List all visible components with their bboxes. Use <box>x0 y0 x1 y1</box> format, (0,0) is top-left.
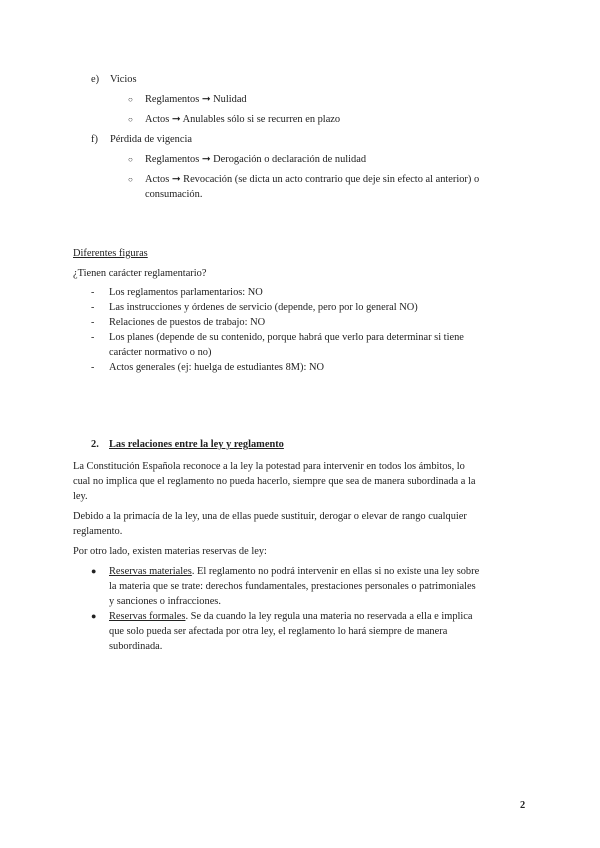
bullet-line: y sanciones o infracciones. <box>109 596 221 607</box>
list-marker-f: f) <box>91 134 98 145</box>
list-item: Los reglamentos parlamentarios: NO <box>109 287 263 298</box>
dot-bullet-icon: ● <box>91 566 97 576</box>
paragraph-line: ley. <box>73 491 88 502</box>
bullet-line: que solo pueda ser afectada por otra ley, el reglamento lo hará siempre de manera <box>109 626 448 637</box>
list-item: Relaciones de puestos de trabajo: NO <box>109 317 266 328</box>
dash-bullet-icon: - <box>91 317 95 328</box>
bullet-line: la materia que se trate: derechos fundamentales, prestaciones personales o patrimoniales <box>109 581 476 592</box>
bullet-line: subordinada. <box>109 641 163 652</box>
list-item: Actos generales (ej: huelga de estudiantes 8M): NO <box>109 362 324 373</box>
circle-bullet-icon: ○ <box>128 155 133 164</box>
dash-bullet-icon: - <box>91 332 95 343</box>
list-item-continuation: carácter normativo o no) <box>109 347 212 358</box>
section-number: 2. <box>91 439 99 450</box>
list-title-perdida: Pérdida de vigencia <box>110 134 192 145</box>
dash-bullet-icon: - <box>91 287 95 298</box>
list-item: Actos ➞ Anulables sólo si se recurren en plazo <box>145 114 341 125</box>
list-item: Reglamentos ➞ Nulidad <box>145 94 247 105</box>
paragraph-line: La Constitución Española reconoce a la ley la potestad para intervenir en todos los ámbitos, lo <box>73 461 465 472</box>
bullet-line <box>109 564 479 579</box>
bullet-text: . Se da cuando la ley regula una materia no reservada a ella e implica <box>185 611 473 622</box>
bullet-text: . El reglamento no podrá intervenir en ellas si no existe una ley sobre <box>191 566 480 577</box>
list-title-vicios: Vicios <box>110 74 137 85</box>
list-marker-e: e) <box>91 74 100 85</box>
dash-bullet-icon: - <box>91 362 95 373</box>
bullet-line <box>109 609 473 624</box>
page-number: 2 <box>520 800 526 811</box>
list-item: Las instrucciones y órdenes de servicio (depende, pero por lo general NO) <box>109 302 418 313</box>
list-item: Reglamentos ➞ Derogación o declaración de nulidad <box>145 154 367 165</box>
question-text: ¿Tienen carácter reglamentario? <box>73 268 207 279</box>
term-reservas-formales: Reservas formales <box>109 611 186 622</box>
list-item: Los planes (depende de su contenido, porque habrá que verlo para determinar si tiene <box>109 332 464 343</box>
paragraph-line: reglamento. <box>73 526 123 537</box>
list-item: Actos ➞ Revocación (se dicta un acto contrario que deje sin efecto al anterior) o <box>145 174 480 185</box>
dash-bullet-icon: - <box>91 302 95 313</box>
paragraph-line: Por otro lado, existen materias reservas de ley: <box>73 546 267 557</box>
list-item-continuation: consumación. <box>145 189 203 200</box>
circle-bullet-icon: ○ <box>128 175 133 184</box>
circle-bullet-icon: ○ <box>128 115 133 124</box>
paragraph-line: Debido a la primacía de la ley, una de ellas puede sustituir, derogar o elevar de rango cualquier <box>73 511 467 522</box>
section-heading-figuras: Diferentes figuras <box>73 248 148 259</box>
dot-bullet-icon: ● <box>91 611 97 621</box>
term-reservas-materiales: Reservas materiales <box>109 566 192 577</box>
section-title: Las relaciones entre la ley y reglamento <box>109 439 284 450</box>
circle-bullet-icon: ○ <box>128 95 133 104</box>
paragraph-line: cual no implica que el reglamento no pueda hacerlo, siempre que sea de manera subordinada a la <box>73 476 476 487</box>
